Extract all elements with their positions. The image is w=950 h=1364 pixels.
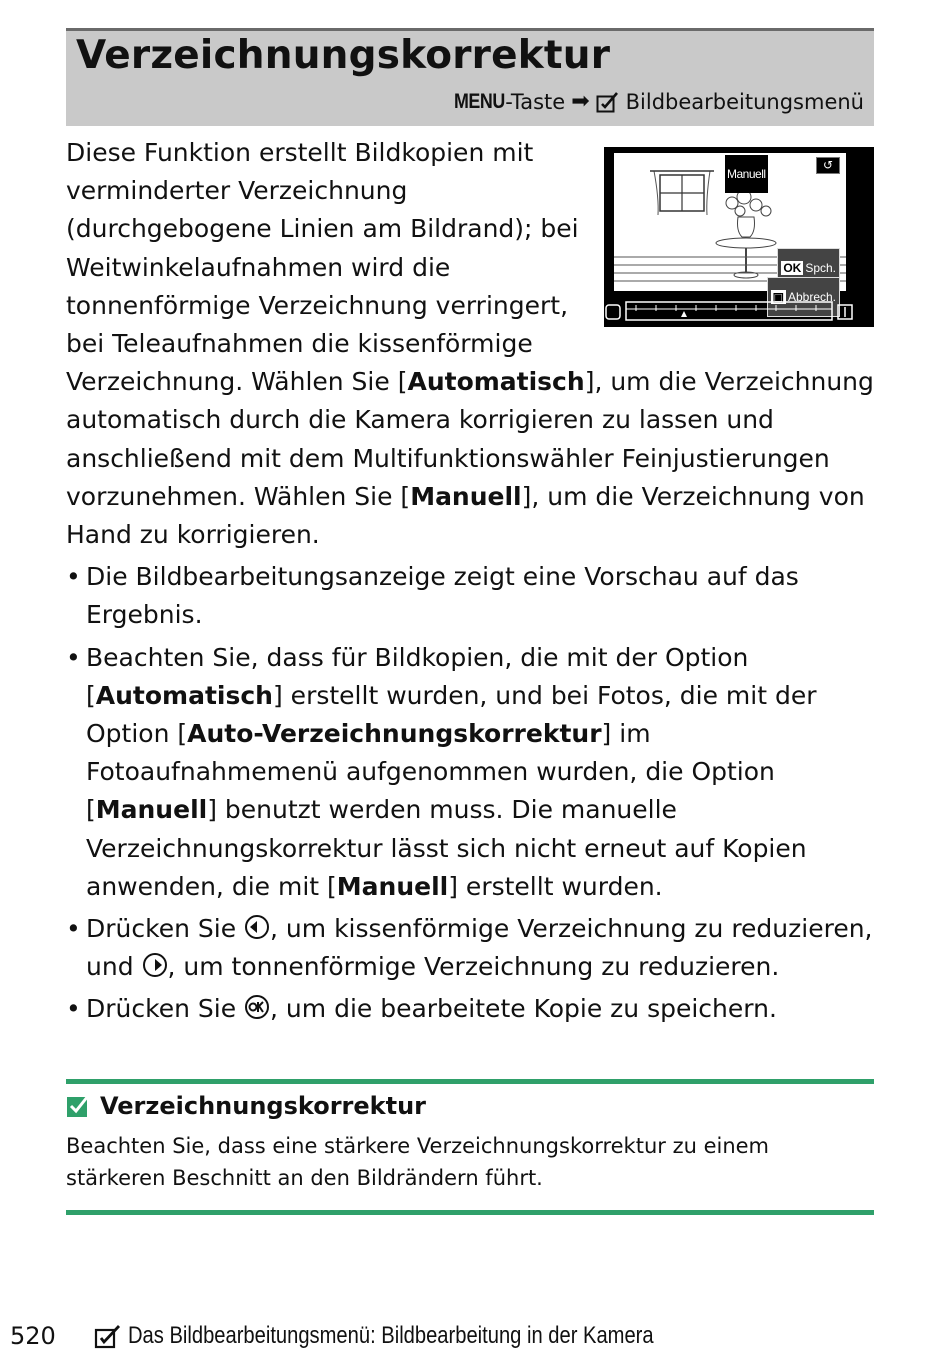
body-text	[66, 134, 876, 1033]
note-box	[66, 1079, 874, 1215]
back-icon: ↺	[816, 157, 840, 174]
bullet-3-text-a: Drücken Sie	[86, 914, 245, 944]
intro-bold-1: Automatisch	[407, 367, 585, 397]
list-item	[66, 639, 876, 906]
ok-key-label: OK	[783, 261, 802, 275]
bullet-2-text-e: ] benutzt werden muss. Die manuelle Verzeichnungskorrektur lässt sich nicht erneut auf Kopien anwenden, die mit [	[86, 795, 807, 901]
note-text: Beachten Sie, dass eine stärkere Verzeichnungskorrektur zu einem stärkeren Beschnitt an den Bildrändern führt.	[66, 1134, 770, 1190]
bullet-2-text-f: ] erstellt wurden.	[448, 871, 663, 901]
distortion-slider	[604, 297, 874, 327]
menu-target-label: Bildbearbeitungsmenü	[625, 89, 864, 114]
bullet-3-text-c: , um tonnenförmige Verzeichnung zu reduzieren.	[167, 952, 780, 982]
bullet-2-text-a: Beachten Sie, dass für Bildkopien, die mit der Option [	[86, 642, 749, 710]
save-label: Spch.	[805, 261, 836, 275]
note-title: Verzeichnungskorrektur	[100, 1092, 426, 1120]
bullet-4-text-a: Drücken Sie	[86, 994, 245, 1024]
list-item	[66, 910, 876, 986]
retouch-menu-icon	[596, 91, 620, 113]
menu-path	[445, 89, 864, 114]
intro-text-2: ], um die Verzeichnung automatisch durch die Kamera korrigieren zu lassen und anschließend mit dem Multifunktionswähler Feinjustierungen vorzunehmen. Wählen Sie [	[66, 367, 874, 511]
menu-key-suffix: -Taste	[505, 89, 566, 114]
intro-text-1: Diese Funktion erstellt Bildkopien mit verminderter Verzeichnung (durchgebogene Linien am Bildrand); bei Weitwinkelaufnahmen wird die tonnenförmige Verzeichnung verringert, bei Teleaufnahmen die kissenförmige Verzeichnung. Wählen Sie [	[66, 138, 579, 397]
bullet-2-bold-2: Auto-Verzeichnungskorrektur	[187, 719, 602, 749]
note-heading	[66, 1092, 426, 1120]
menu-key-label: MENU	[454, 89, 506, 113]
list-item	[66, 558, 876, 634]
page-footer	[10, 1322, 754, 1350]
screen-title: Manuell	[725, 155, 768, 193]
section-header	[66, 28, 874, 126]
bullet-2-text-c: ] erstellt wurden, und bei Fotos, die mit der Option [	[86, 680, 817, 749]
footer-title: Das Bildbearbeitungsmenü: Bildbearbeitung in der Kamera	[128, 1322, 654, 1349]
bullet-2-bold-3: Manuell	[95, 795, 208, 825]
bullet-1-text: Die Bildbearbeitungsanzeige zeigt eine Vorschau auf das Ergebnis.	[86, 562, 799, 630]
arrow-right-icon: ➡	[571, 89, 590, 114]
intro-bold-2: Manuell	[410, 481, 522, 511]
multi-selector-left-icon	[244, 914, 270, 940]
page-title: Verzeichnungskorrektur	[76, 33, 611, 78]
checkmark-icon	[66, 1094, 90, 1118]
ok-button-icon	[244, 994, 270, 1020]
intro-text-3: ], um die Verzeichnung von Hand zu korrigieren.	[66, 481, 865, 550]
playback-key-icon: ▣	[772, 290, 784, 304]
cancel-label: Abbrech.	[787, 290, 836, 304]
retouch-menu-icon	[94, 1323, 122, 1349]
bullet-2-bold-4: Manuell	[336, 871, 449, 901]
page-number: 520	[10, 1322, 56, 1350]
bullet-3-text-b: , um kissenförmige Verzeichnung zu reduzieren, und	[86, 914, 873, 982]
screen-preview	[614, 153, 846, 304]
bullet-2-text-d: ] im Fotoaufnahmemenü aufgenommen wurden, die Option [	[86, 719, 775, 825]
list-item	[66, 990, 876, 1028]
bullet-2-bold-1: Automatisch	[95, 680, 273, 710]
bullet-4-text-b: , um die bearbeitete Kopie zu speichern.	[270, 994, 777, 1024]
bullet-list	[66, 558, 876, 1028]
multi-selector-right-icon	[142, 952, 168, 978]
camera-screen-image	[604, 147, 874, 327]
